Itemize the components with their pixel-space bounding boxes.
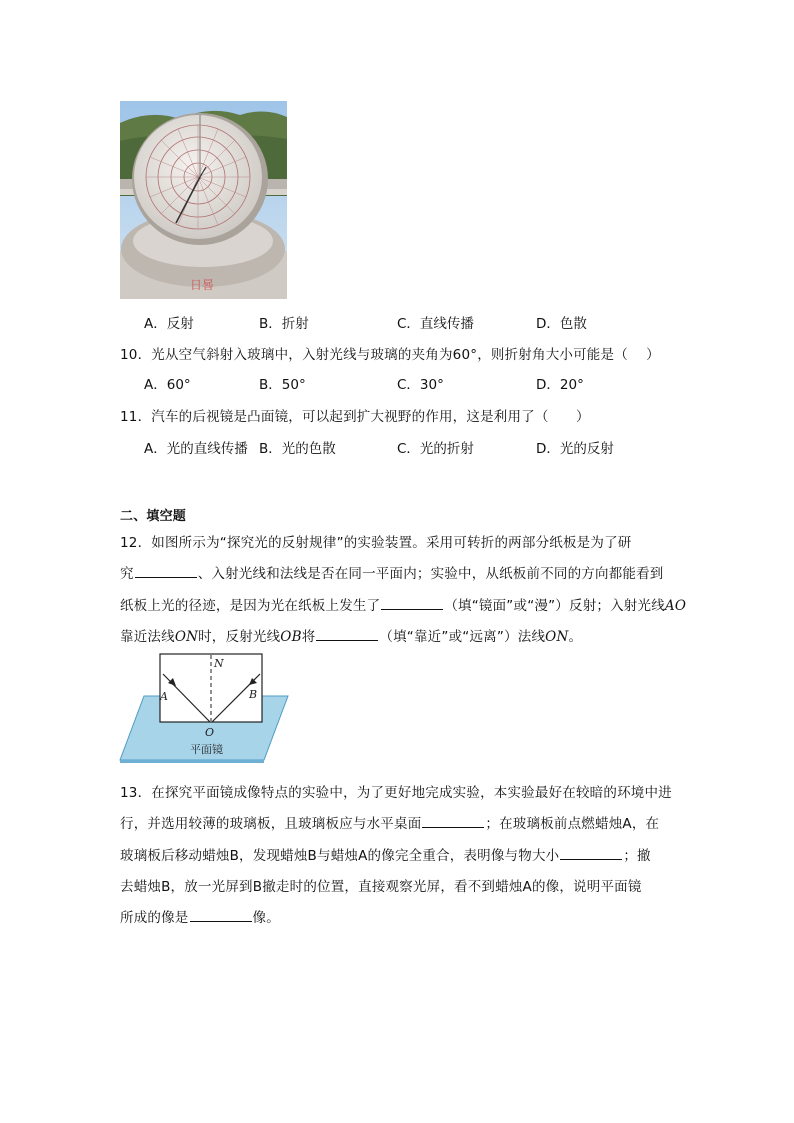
q11-option-d: D．光的反射 bbox=[536, 441, 614, 457]
blank-3 bbox=[316, 628, 378, 641]
blank-6 bbox=[190, 909, 252, 922]
blank-5 bbox=[560, 847, 622, 860]
q13-line-2: 行，并选用较薄的玻璃板，且玻璃板应与水平桌面 ；在玻璃板前点燃蜡烛A，在 bbox=[120, 816, 660, 832]
q12-line-2: 究 、入射光线和法线是否在同一平面内；实验中，从纸板前不同的方向都能看到 bbox=[120, 566, 664, 582]
q11-option-a: A．光的直线传播 bbox=[144, 441, 248, 457]
label-n: N bbox=[214, 657, 224, 670]
reflection-diagram bbox=[118, 652, 292, 764]
q9-option-c: C．直线传播 bbox=[397, 316, 474, 332]
sundial-photo bbox=[120, 101, 287, 299]
section-title: 二、填空题 bbox=[120, 509, 187, 524]
q9-option-a: A．反射 bbox=[144, 316, 194, 332]
label-a: A bbox=[160, 690, 168, 703]
q13-line-3: 玻璃板后移动蜡烛B，发现蜡烛B与蜡烛A的像完全重合，表明像与物大小 ；撤 bbox=[120, 848, 651, 864]
q10-option-d: D．20° bbox=[536, 377, 584, 393]
q13-line-5: 所成的像是 像。 bbox=[120, 910, 280, 926]
q12-line-1: 12．如图所示为“探究光的反射规律”的实验装置。采用可转折的两部分纸板是为了研 bbox=[120, 535, 632, 551]
q10-option-c: C．30° bbox=[397, 377, 444, 393]
q10-stem: 10．光从空气斜射入玻璃中，入射光线与玻璃的夹角为60°，则折射角大小可能是（ ） bbox=[120, 347, 660, 363]
label-o: O bbox=[205, 726, 215, 739]
q9-option-b: B．折射 bbox=[259, 316, 309, 332]
q10-option-a: A．60° bbox=[144, 377, 191, 393]
mirror-label: 平面镜 bbox=[190, 743, 223, 756]
q12-line-3: 纸板上光的径迹，是因为光在纸板上发生了 （填“镜面”或“漫”）反射；入射光线AO bbox=[120, 598, 687, 614]
photo-caption: 日晷 bbox=[190, 278, 215, 292]
q12-line-4: 靠近法线ON时，反射光线OB将 （填“靠近”或“远离”）法线ON。 bbox=[120, 629, 583, 645]
blank-4 bbox=[422, 815, 484, 828]
blank-1 bbox=[135, 565, 197, 578]
q9-option-d: D．色散 bbox=[536, 316, 587, 332]
q11-option-b: B．光的色散 bbox=[259, 441, 336, 457]
label-b: B bbox=[249, 688, 258, 701]
q13-line-4: 去蜡烛B，放一光屏到B撤走时的位置，直接观察光屏，看不到蜡烛A的像，说明平面镜 bbox=[120, 879, 642, 895]
blank-2 bbox=[381, 597, 443, 610]
q13-line-1: 13．在探究平面镜成像特点的实验中，为了更好地完成实验，本实验最好在较暗的环境中进 bbox=[120, 785, 672, 801]
q10-option-b: B．50° bbox=[259, 377, 306, 393]
q11-stem: 11．汽车的后视镜是凸面镜，可以起到扩大视野的作用，这是利用了（ ） bbox=[120, 409, 590, 425]
q11-option-c: C．光的折射 bbox=[397, 441, 474, 457]
